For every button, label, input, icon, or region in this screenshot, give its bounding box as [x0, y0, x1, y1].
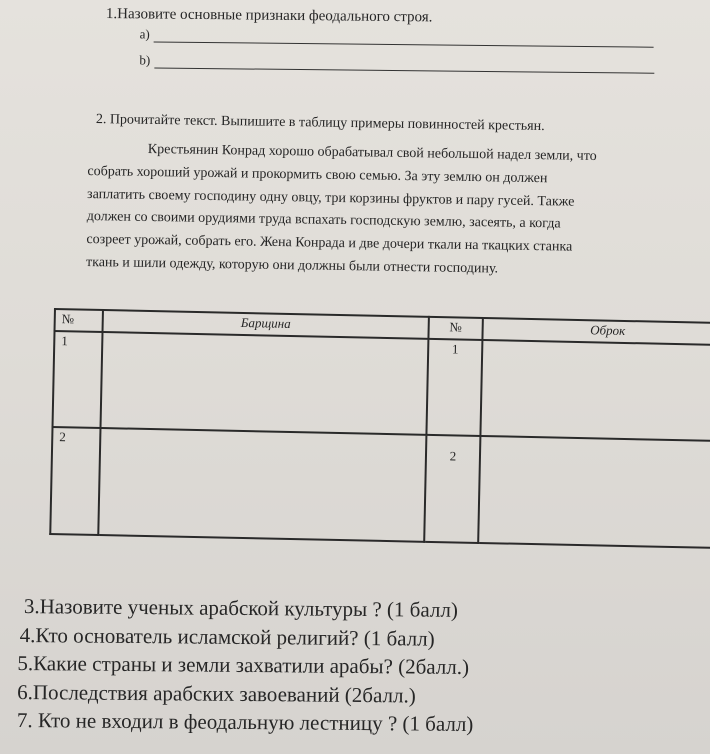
question-4: 4.Кто основатель исламской религий? (1 балл) [19, 622, 435, 651]
table-row [50, 427, 710, 548]
question-1-title: 1.Назовите основные признаки феодального строя. [105, 6, 433, 26]
question-6: 6.Последствия арабских завоеваний (2балл.) [17, 679, 416, 707]
header-number-2: № [428, 317, 482, 340]
row-number-cell: 1 [426, 339, 482, 436]
table-row [53, 331, 710, 441]
header-obrok: Оброк [482, 318, 710, 345]
duties-table-container [49, 308, 710, 550]
question-3: 3.Назовите ученых арабской культуры ? (1 балл) [23, 594, 458, 622]
passage-line: Крестьянин Конрад хорошо обрабатывал свой небольшой надел земли, что [147, 141, 597, 164]
answer-blank-b [154, 68, 654, 74]
passage-line: должен со своими орудиями труда вспахать господскую землю, засеять, а когда [86, 209, 561, 232]
row-number-cell: 1 [53, 331, 103, 428]
questions-list [17, 592, 475, 738]
passage-line: ткань и шили одежду, которую они должны были отнести господину. [85, 254, 499, 277]
obrok-answer-cell[interactable] [478, 436, 710, 548]
question-2-title: 2. Прочитайте текст. Выпишите в таблицу примеры повинностей крестьян. [95, 112, 545, 135]
question-7: 7. Кто не входил в феодальную лестницу ? (1 балл) [16, 707, 474, 736]
answer-line-a-label: a) [139, 26, 150, 42]
passage-line: заплатить своему господину одну овцу, три корзины фруктов и пару гусей. Также [87, 186, 575, 210]
obrok-answer-cell[interactable] [480, 340, 710, 441]
barshchina-answer-cell[interactable] [100, 332, 428, 435]
question-1 [105, 6, 433, 68]
passage-line: созреет урожай, собрать его. Жена Конрада и две дочери ткали на ткацких станка [86, 232, 573, 255]
answer-line-b-label: b) [139, 52, 151, 68]
header-number-1: № [55, 309, 103, 332]
row-number-cell: 2 [424, 435, 480, 543]
reading-passage [86, 138, 710, 285]
question-5: 5.Какие страны и земли захватили арабы? (2балл.) [17, 650, 470, 679]
passage-line: собрать хороший урожай и прокормить свою семью. За эту землю он должен [87, 163, 548, 187]
barshchina-answer-cell[interactable] [98, 428, 426, 542]
answer-line-a [140, 26, 654, 47]
header-barshchina: Барщина [103, 310, 429, 339]
duties-table [49, 308, 710, 549]
row-number-cell: 2 [50, 427, 100, 535]
answer-blank-a [154, 42, 654, 48]
answer-line-b [139, 52, 654, 73]
